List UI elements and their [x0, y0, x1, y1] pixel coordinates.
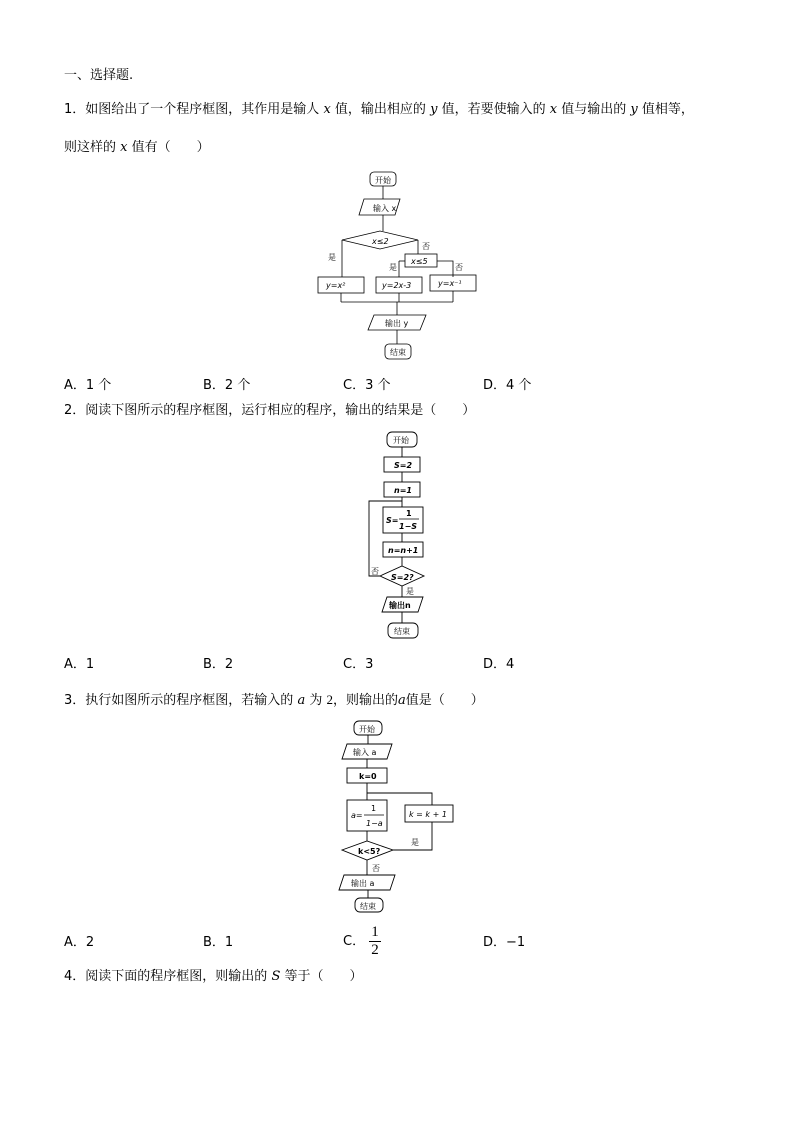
flow-end-label: 结束 [390, 348, 406, 357]
flow3-a-den: 1−a [366, 819, 383, 828]
flow3-k-init-label: k=0 [359, 772, 377, 781]
flow2-s-init-label: S=2 [394, 461, 413, 470]
flow3-cond-label: k<5? [358, 847, 381, 856]
question-text: 执行如图所示的程序框图，若输入的 [85, 693, 294, 708]
question-text: 则这样的 [64, 140, 117, 155]
flow-box2-label: y=2x-3 [382, 281, 412, 290]
question-text: 值，输出相应的 [334, 102, 426, 117]
question-number: 1． [64, 102, 86, 117]
flow3-a-left: a= [351, 811, 363, 820]
variable-a: a [297, 693, 306, 708]
flow3-end-label: 结束 [360, 902, 376, 911]
flow3-yes-label: 是 [411, 838, 419, 847]
question-text: 值是（ ） [405, 693, 484, 708]
q3-option-a[interactable]: A．2 [64, 935, 95, 950]
q2-option-b[interactable]: B．2 [203, 657, 234, 672]
question-text: ，则输出的 [333, 693, 399, 708]
variable-x: x [549, 102, 558, 117]
question-4-text [64, 968, 363, 986]
flow2-yes-label: 是 [406, 587, 414, 596]
question-text: 值有（ ） [131, 140, 210, 155]
variable-x: x [120, 140, 128, 155]
question-number: 2． [64, 403, 86, 418]
input-value: 2 [326, 692, 333, 707]
flow3-output-label: 输出 a [351, 879, 375, 888]
question-text: 阅读下面的程序框图，则输出的 [85, 969, 268, 984]
question-text: 等于（ ） [284, 969, 363, 984]
flow3-a-num: 1 [371, 804, 377, 813]
flow2-no-label: 否 [371, 567, 379, 576]
flow3-input-label: 输入 a [353, 748, 377, 757]
q3-option-d[interactable]: D．−1 [483, 935, 526, 950]
flow-yes2-label: 是 [389, 263, 397, 272]
variable-a: a [398, 693, 406, 708]
fraction [369, 924, 381, 959]
variable-s: S [271, 969, 281, 984]
question-text: 阅读下图所示的程序框图，运行相应的程序，输出的结果是（ ） [85, 403, 476, 418]
q1-option-b[interactable]: B．2 个 [203, 378, 251, 393]
flow-box1-label: y=x² [326, 281, 346, 290]
q1-option-c[interactable]: C．3 个 [343, 378, 391, 393]
variable-y: y [430, 102, 438, 117]
q1-option-d[interactable]: D．4 个 [483, 378, 532, 393]
flow-box3-label: y=x⁻¹ [438, 279, 462, 288]
flow2-s-assign-left: S= [386, 516, 399, 525]
flow2-n-update-label: n=n+1 [388, 546, 419, 555]
option-label: C． [343, 934, 366, 949]
q3-option-b[interactable]: B．1 [203, 935, 234, 950]
flow2-end-label: 结束 [394, 627, 410, 636]
question-text: 为 [309, 693, 323, 708]
flow-cond2-label: x≤5 [411, 257, 428, 266]
q2-option-c[interactable]: C．3 [343, 657, 374, 672]
q1-option-a[interactable]: A．1 个 [64, 378, 112, 393]
flow-no2-label: 否 [455, 263, 463, 272]
section-title: 一、选择题. [64, 68, 134, 83]
flow2-cond-label: S=2? [391, 573, 414, 582]
question-text: 值与输出的 [561, 102, 627, 117]
flow-input-label: 输入 x [373, 204, 397, 213]
question-number: 4． [64, 969, 86, 984]
flow2-s-den: 1−S [399, 522, 418, 531]
flow-cond1-label: x≤2 [372, 237, 389, 246]
q3-option-c[interactable] [343, 924, 381, 959]
flow2-start-label: 开始 [393, 436, 409, 445]
flow2-n-init-label: n=1 [394, 486, 412, 495]
flow3-no-label: 否 [372, 864, 380, 873]
question-text: 如图给出了一个程序框图，其作用是输人 [85, 102, 320, 117]
question-number: 3． [64, 693, 86, 708]
q2-option-d[interactable]: D．4 [483, 657, 515, 672]
flow-start-label: 开始 [375, 176, 391, 185]
flow2-output-label: 输出n [389, 601, 411, 610]
flow3-start-label: 开始 [359, 725, 375, 734]
flow-output-label: 输出 y [385, 319, 409, 328]
fraction-numerator: 1 [371, 924, 379, 940]
question-text: 值相等， [641, 102, 694, 117]
flow-yes1-label: 是 [328, 253, 336, 262]
variable-x: x [323, 102, 331, 117]
flow-no1-label: 否 [422, 242, 430, 251]
flow3-k-update-label: k = k + 1 [409, 810, 447, 819]
flow2-s-num: 1 [406, 509, 412, 518]
q2-option-a[interactable]: A．1 [64, 657, 95, 672]
fraction-denominator: 2 [371, 942, 379, 958]
question-text: 值，若要使输入的 [441, 102, 546, 117]
variable-y: y [630, 102, 638, 117]
